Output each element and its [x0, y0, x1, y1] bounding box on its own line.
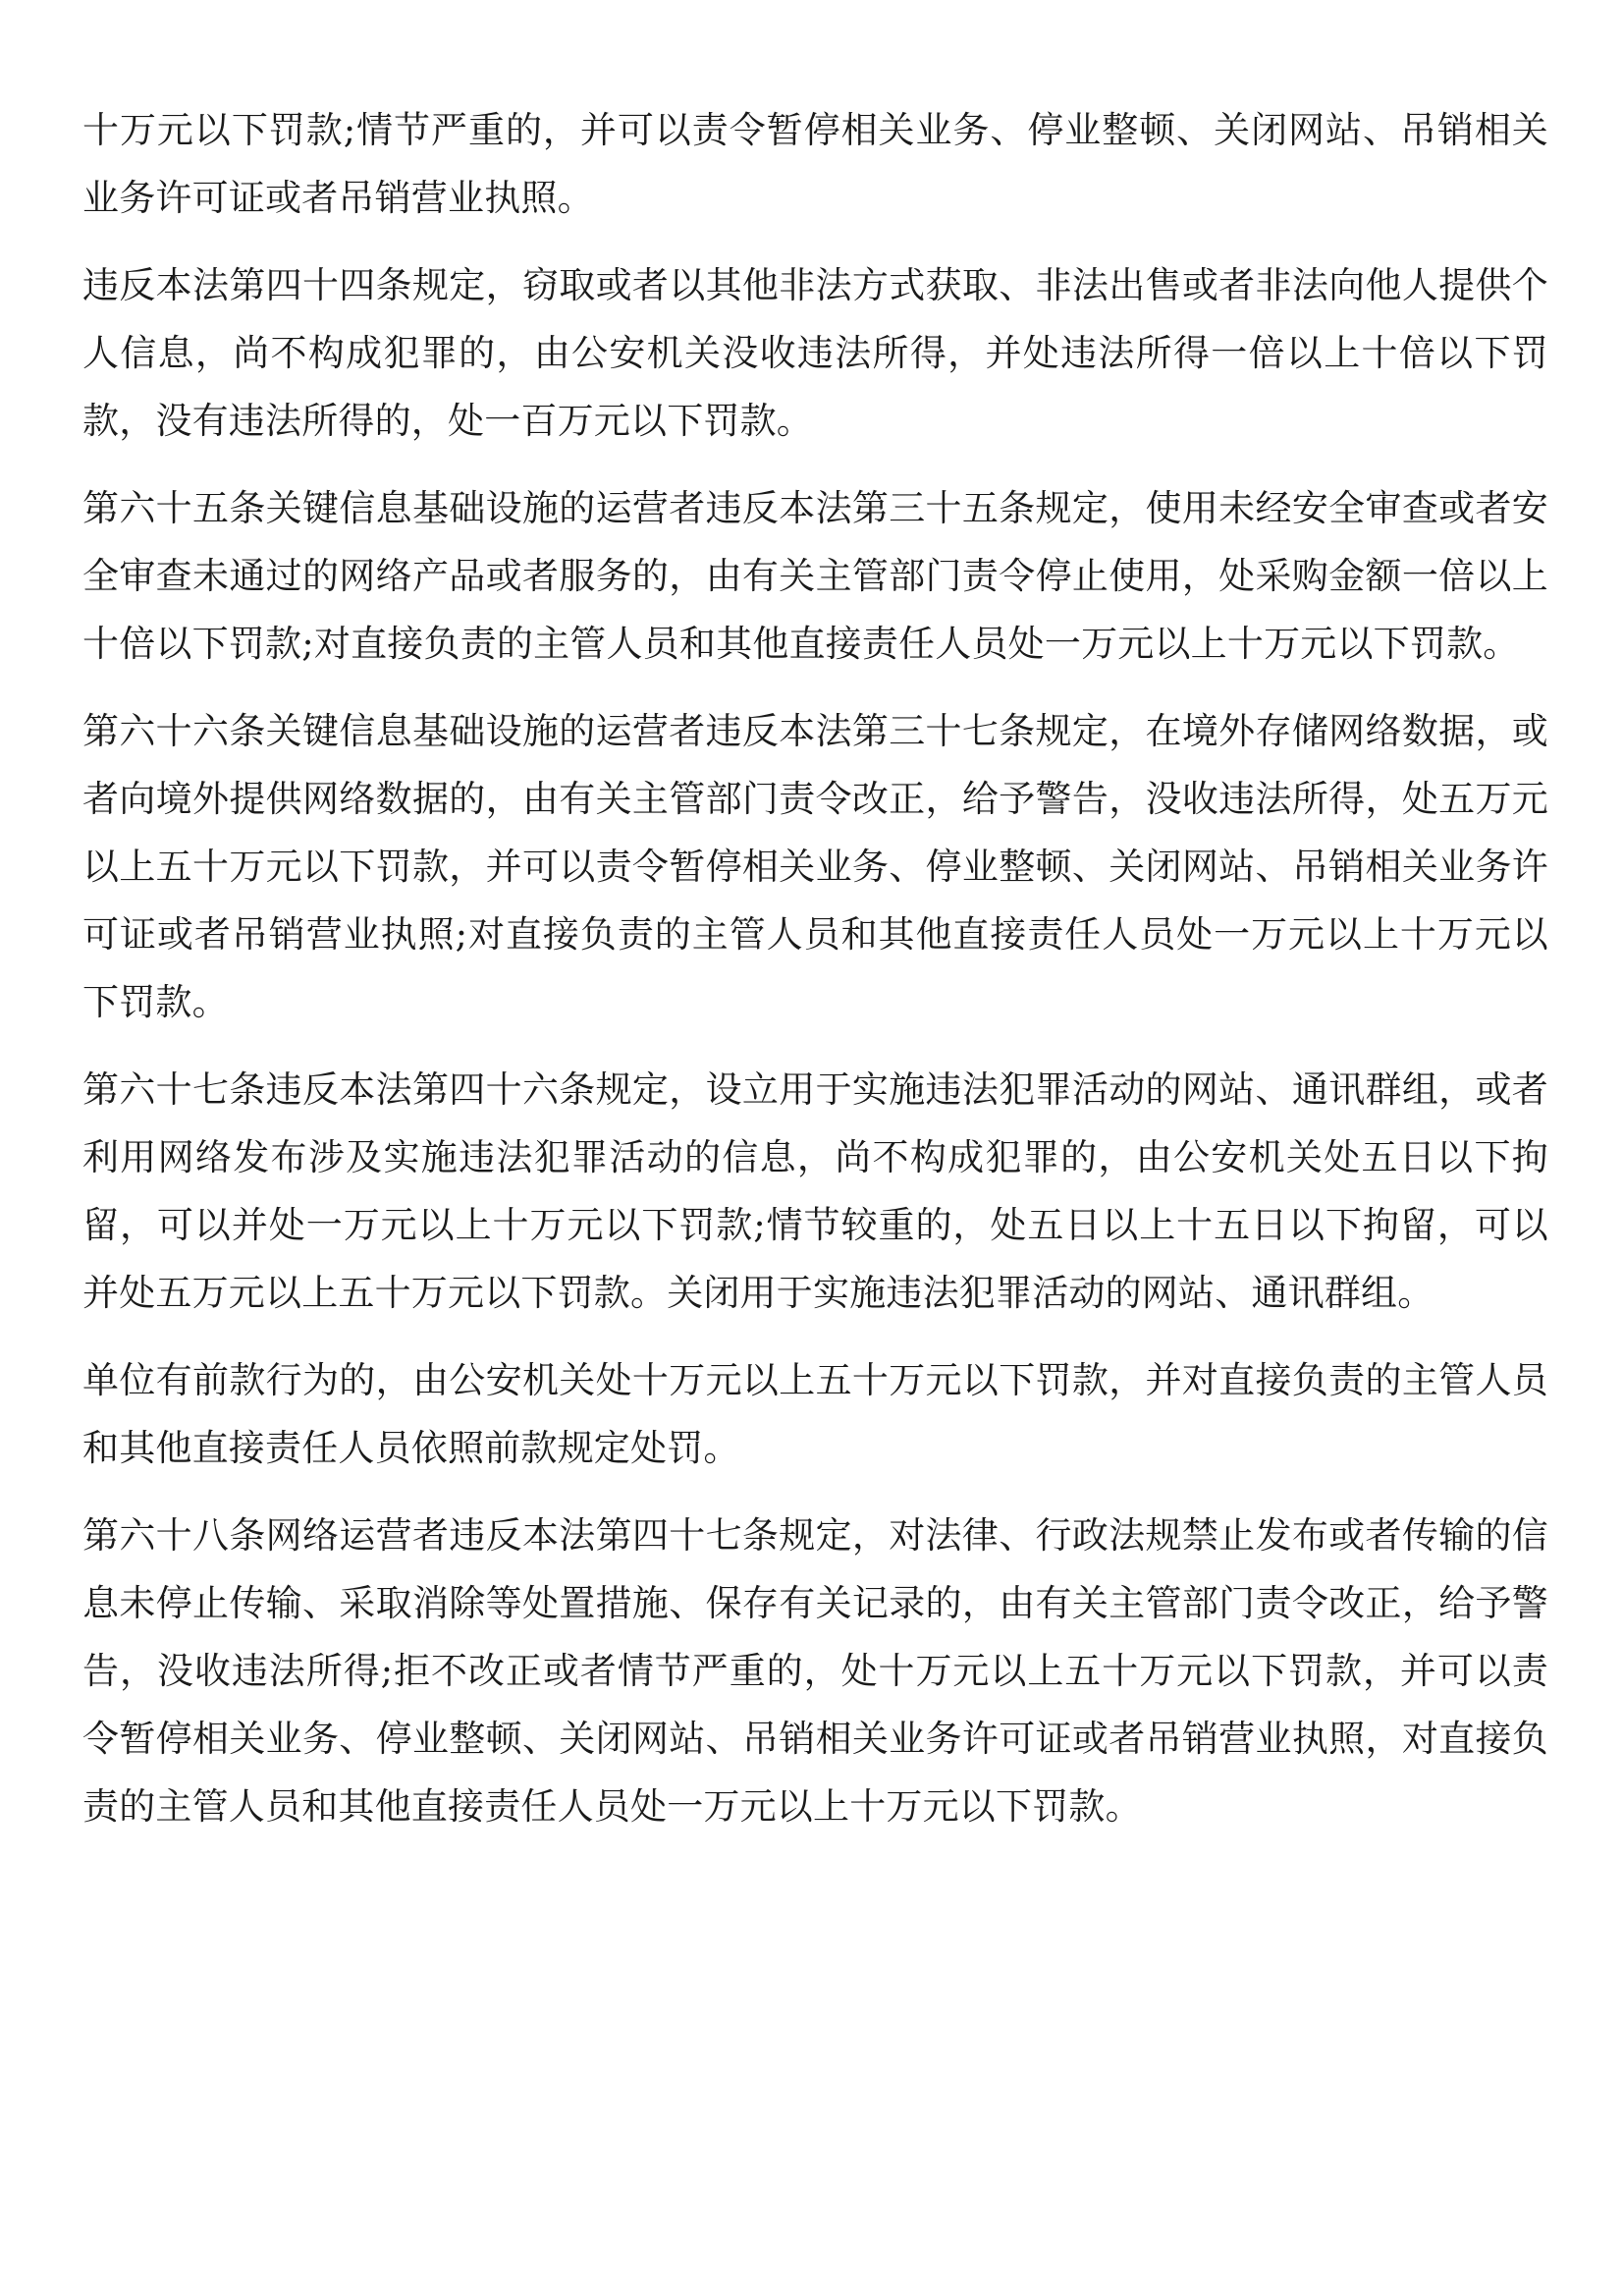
paragraph-article-67: 第六十七条违反本法第四十六条规定，设立用于实施违法犯罪活动的网站、通讯群组，或者利用网络发布涉及实施违法犯罪活动的信息，尚不构成犯罪的，由公安机关处五日以下拘留，可以并处一万元以上十万元以下罚款;情节较重的，处五日以上十五日以下拘留，可以并处五万元以上五十万元以下罚款。关闭用于实施违法犯罪活动的网站、通讯群组。 — [82, 1068, 1548, 1314]
paragraph-article-68: 第六十八条网络运营者违反本法第四十七条规定，对法律、行政法规禁止发布或者传输的信息未停止传输、采取消除等处置措施、保存有关记录的，由有关主管部门责令改正，给予警告，没收违法所得;拒不改正或者情节严重的，处十万元以上五十万元以下罚款，并可以责令暂停相关业务、停业整顿、关闭网站、吊销相关业务许可证或者吊销营业执照，对直接负责的主管人员和其他直接责任人员处一万元以上十万元以下罚款。 — [82, 1514, 1548, 1828]
paragraph-article-44-penalty: 违反本法第四十四条规定，窃取或者以其他非法方式获取、非法出售或者非法向他人提供个人信息，尚不构成犯罪的，由公安机关没收违法所得，并处违法所得一倍以上十倍以下罚款，没有违法所得的，处一百万元以下罚款。 — [82, 264, 1548, 442]
paragraph-article-66: 第六十六条关键信息基础设施的运营者违反本法第三十七条规定，在境外存储网络数据，或者向境外提供网络数据的，由有关主管部门责令改正，给予警告，没收违法所得，处五万元以上五十万元以下罚款，并可以责令暂停相关业务、停业整顿、关闭网站、吊销相关业务许可证或者吊销营业执照;对直接负责的主管人员和其他直接责任人员处一万元以上十万元以下罚款。 — [82, 710, 1548, 1023]
paragraph-continuation: 十万元以下罚款;情节严重的，并可以责令暂停相关业务、停业整顿、关闭网站、吊销相关业务许可证或者吊销营业执照。 — [82, 109, 1548, 219]
paragraph-article-67-unit: 单位有前款行为的，由公安机关处十万元以上五十万元以下罚款，并对直接负责的主管人员和其他直接责任人员依照前款规定处罚。 — [82, 1359, 1548, 1469]
paragraph-article-65: 第六十五条关键信息基础设施的运营者违反本法第三十五条规定，使用未经安全审查或者安全审查未通过的网络产品或者服务的，由有关主管部门责令停止使用，处采购金额一倍以上十倍以下罚款;对直接负责的主管人员和其他直接责任人员处一万元以上十万元以下罚款。 — [82, 487, 1548, 665]
